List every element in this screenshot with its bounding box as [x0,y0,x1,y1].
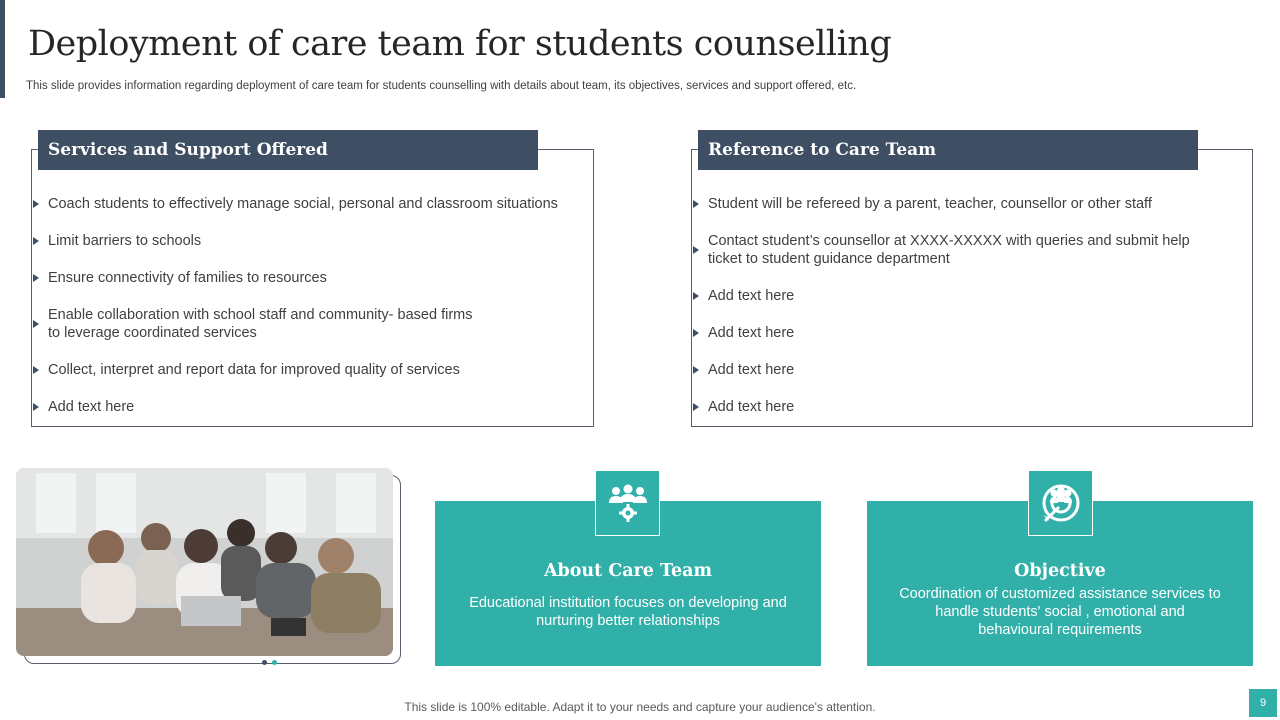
list-item-text: Enable collaboration with school staff and community- based firms to leverage coordinated services [48,306,473,341]
reference-list [692,194,1237,434]
objective-text: Coordination of customized assistance services to handle students' social , emotional and behavioural requirements [899,586,1221,638]
title-accent-bar [0,0,5,98]
photo-illustration [16,468,393,656]
list-item [692,194,1237,213]
objective-title: Objective [1014,561,1106,581]
carousel-dot [272,660,277,665]
list-item-text: Add text here [708,361,795,378]
bullet-icon [33,366,39,374]
bullet-icon [693,246,699,254]
list-item [32,194,592,213]
bullet-icon [33,237,39,245]
list-item [692,360,1237,379]
list-item [32,360,592,379]
services-header: Services and Support Offered [38,130,538,170]
bullet-icon [693,366,699,374]
about-title: About Care Team [543,561,713,581]
team-gear-icon [595,470,660,536]
list-item [32,397,592,416]
list-item [32,231,592,250]
bullet-icon [693,292,699,300]
list-item [692,397,1237,416]
page-number: 9 [1249,689,1277,717]
bullet-icon [33,200,39,208]
footer-note: This slide is 100% editable. Adapt it to your needs and capture your audience's attention. [404,700,876,714]
bullet-icon [693,200,699,208]
list-item-text: Ensure connectivity of families to resources [48,269,327,286]
list-item [692,231,1237,268]
team-meeting-photo [16,468,393,656]
reference-header: Reference to Care Team [698,130,1198,170]
bullet-icon [33,274,39,282]
carousel-dots [260,659,280,667]
list-item-text: Contact student’s counsellor at XXXX-XXXXX with queries and submit help ticket to student guidance department [708,232,1190,267]
list-item [32,268,592,287]
list-item [692,323,1237,342]
list-item-text: Collect, interpret and report data for improved quality of services [48,361,460,378]
list-item [692,286,1237,305]
slide-title: Deployment of care team for students counselling [28,24,892,64]
list-item-text: Add text here [708,287,795,304]
bullet-icon [33,403,39,411]
list-item-text: Coach students to effectively manage social, personal and classroom situations [48,195,558,212]
list-item-text: Add text here [48,398,135,415]
bullet-icon [33,320,39,328]
target-people-icon [1028,470,1093,536]
about-text: Educational institution focuses on developing and nurturing better relationships [469,595,787,629]
bullet-icon [693,403,699,411]
list-item [32,305,592,342]
slide-subtitle: This slide provides information regarding deployment of care team for students counselling with details about team, its objectives, services and support offered, etc. [26,80,857,92]
bullet-icon [693,329,699,337]
list-item-text: Limit barriers to schools [48,232,202,249]
carousel-dot [262,660,267,665]
list-item-text: Add text here [708,398,795,415]
list-item-text: Add text here [708,324,795,341]
list-item-text: Student will be refereed by a parent, teacher, counsellor or other staff [708,195,1152,212]
services-list [32,194,592,434]
